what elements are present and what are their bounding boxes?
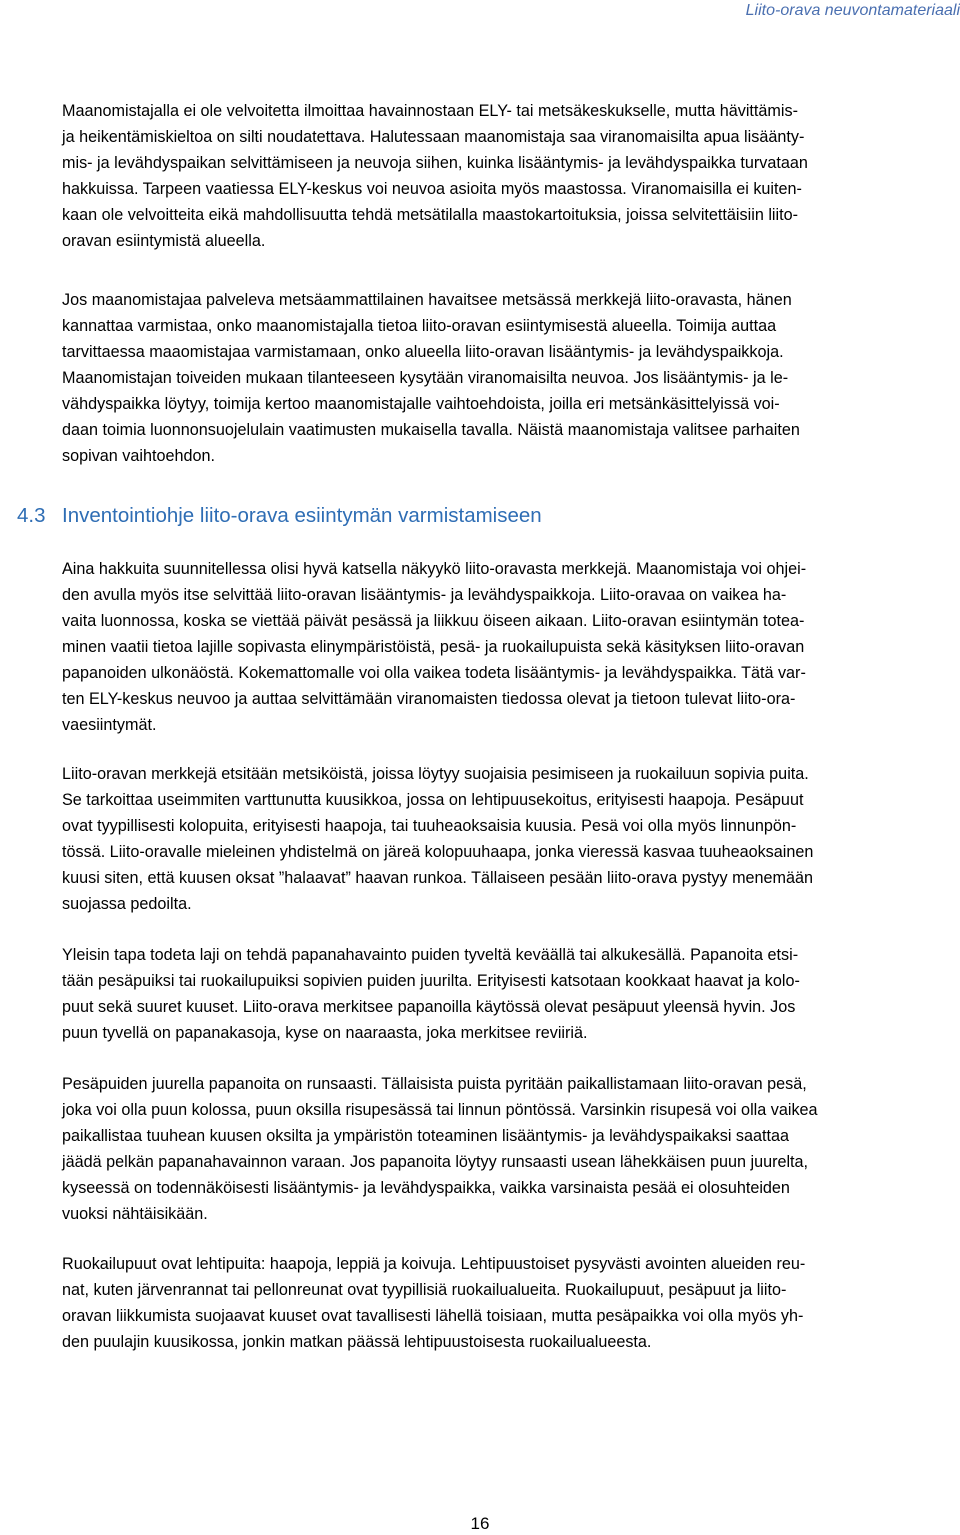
text-line: Se tarkoittaa useimmiten varttunutta kuusikkoa, jossa on lehtipuusekoitus, erityisesti haapoja. Pesäpuut [62,791,804,809]
paragraph-1 [62,98,960,254]
section-number: 4.3 [17,504,46,527]
page-number: 16 [470,1514,490,1533]
text-line: papanoiden ulkonäöstä. Kokemattomalle voi olla vaikea todeta lisääntymis- ja levähdyspaikka. Tätä var- [62,664,806,682]
text-line: sopivan vaihtoehdon. [62,447,215,465]
text-line: ovat tyypillisesti kolopuita, erityisesti haapoja, tai tuuheaoksaisia kuusia. Pesä voi olla myös linnunpön- [62,817,797,835]
text-line: jäädä pelkän papanahavainnon varaan. Jos papanoita löytyy runsaasti usean lähekkäisen puun juurelta, [62,1153,809,1171]
text-line: nat, kuten järvenrannat tai pellonreunat ovat tyypillisiä ruokailualueita. Ruokailupuut, pesäpuut ja liito- [62,1281,787,1299]
text-line: vähdyspaikka löytyy, toimija kertoo maanomistajalle vaihtoehdoista, joilla eri metsänkäsittelyissä voi- [62,395,780,413]
text-line: tarvittaessa maaomistajaa varmistamaan, onko alueella liito-oravan lisääntymis- ja levähdyspaikkoja. [62,343,784,361]
text-line: kyseessä on todennäköisesti lisääntymis- ja levähdyspaikka, vaikka varsinaista pesää ei olosuhteiden [62,1179,790,1197]
text-line: Maanomistajan toiveiden mukaan tilanteeseen kysytään viranomaisilta neuvoa. Jos lisääntymis- ja le- [62,369,789,387]
text-line: Ruokailupuut ovat lehtipuita: haapoja, leppiä ja koivuja. Lehtipuustoiset pysyvästi avointen alueiden reu- [62,1255,806,1273]
text-line: tössä. Liito-oravalle mieleinen yhdistelmä on järeä kolopuuhaapa, jonka vieressä kasvaa tuuheaoksainen [62,843,814,861]
text-line: vaesiintymät. [62,716,157,734]
text-line: tään pesäpuiksi tai ruokailupuiksi sopivien puiden juurilta. Erityisesti katsotaan kookkaat haavat ja kolo- [62,972,800,990]
text-line: puun tyvellä on papanakasoja, kyse on naaraasta, joka merkitsee reviiriä. [62,1024,588,1042]
text-line: ja heikentämiskieltoa on silti noudatettava. Halutessaan maanomistaja saa viranomaisilta apua lisäänty- [62,128,805,146]
text-line: oravan esiintymistä alueella. [62,232,266,250]
section-paragraph-1 [62,556,960,738]
text-line: puut sekä suuret kuuset. Liito-orava merkitsee papanoilla käytössä olevat pesäpuut yleensä hyvin. Jos [62,998,796,1016]
text-line: den puulajin kuusikossa, jonkin matkan päässä lehtipuustoisesta ruokailualueesta. [62,1333,652,1351]
paragraph-2 [62,287,960,469]
text-line: Pesäpuiden juurella papanoita on runsaasti. Tällaisista puista pyritään paikallistamaan liito-oravan pesä, [62,1075,807,1093]
section-paragraph-4 [62,1071,960,1227]
text-line: vuoksi nähtäisikään. [62,1205,208,1223]
text-line: Yleisin tapa todeta laji on tehdä papanahavainto puiden tyveltä keväällä tai alkukesällä. Papanoita etsi- [62,946,799,964]
text-line: Jos maanomistajaa palveleva metsäammattilainen havaitsee metsässä merkkejä liito-oravasta, hänen [62,291,792,309]
text-line: Aina hakkuita suunnitellessa olisi hyvä katsella näkyykö liito-oravasta merkkejä. Maanomistaja voi ohjei- [62,560,807,578]
text-line: den avulla myös itse selvittää liito-oravan lisääntymis- ja levähdyspaikkoja. Liito-oravaa on vaikea ha- [62,586,787,604]
text-line: oravan liikkumista suojaavat kuuset ovat tavallisesti lähellä toisiaan, mutta pesäpaikka voi olla myös yh- [62,1307,804,1325]
text-line: ten ELY-keskus neuvoo ja auttaa selvittämään viranomaisten tiedossa olevat ja tietoon tulevat liito-ora- [62,690,796,708]
text-line: mis- ja levähdyspaikan selvittämiseen ja neuvoja siihen, kuinka lisääntymis- ja levähdyspaikka turvataan [62,154,808,172]
text-line: paikallistaa tuuhean kuusen oksilta ja ympäristön toteaminen lisääntymis- ja levähdyspaikaksi saattaa [62,1127,790,1145]
section-paragraph-2 [62,761,960,917]
text-line: vaita luonnossa, koska se viettää päivät pesässä ja liikkuu öiseen aikaan. Liito-oravan esiintymän totea- [62,612,805,630]
text-line: kuusi siten, että kuusen oksat ”halaavat” haavan runkoa. Tällaiseen pesään liito-orava pystyy menemään [62,869,814,887]
text-line: Liito-oravan merkkejä etsitään metsiköistä, joissa löytyy suojaisia pesimiseen ja ruokailuun sopivia puita. [62,765,809,783]
text-line: kaan ole velvoitteita eikä mahdollisuutta tehdä metsätilalla maastokartoituksia, joissa selvitettäisiin liito- [62,206,798,224]
section-paragraph-5 [62,1251,960,1355]
text-line: kannattaa varmistaa, onko maanomistajalla tietoa liito-oravan esiintymisestä alueella. Toimija auttaa [62,317,777,335]
text-line: daan toimia luonnonsuojelulain vaatimusten mukaisella tavalla. Näistä maanomistaja valitsee parhaiten [62,421,800,439]
section-title: Inventointiohje liito-orava esiintymän varmistamiseen [62,504,542,527]
text-line: suojassa pedoilta. [62,895,192,913]
running-header-title: Liito-orava neuvontamateriaali [745,2,960,19]
text-line: minen vaatii tietoa lajille sopivasta elinympäristöistä, pesä- ja ruokailupuista sekä käsityksen liito-oravan [62,638,805,656]
text-line: joka voi olla puun kolossa, puun oksilla risupesässä tai linnun pöntössä. Varsinkin risupesä voi olla vaikea [62,1101,818,1119]
text-line: Maanomistajalla ei ole velvoitetta ilmoittaa havainnostaan ELY- tai metsäkeskukselle, mutta hävittämis- [62,102,798,120]
section-heading [17,504,957,528]
section-paragraph-3 [62,942,960,1046]
text-line: hakkuissa. Tarpeen vaatiessa ELY-keskus voi neuvoa asioita myös maastossa. Viranomaisilla ei kuiten- [62,180,802,198]
